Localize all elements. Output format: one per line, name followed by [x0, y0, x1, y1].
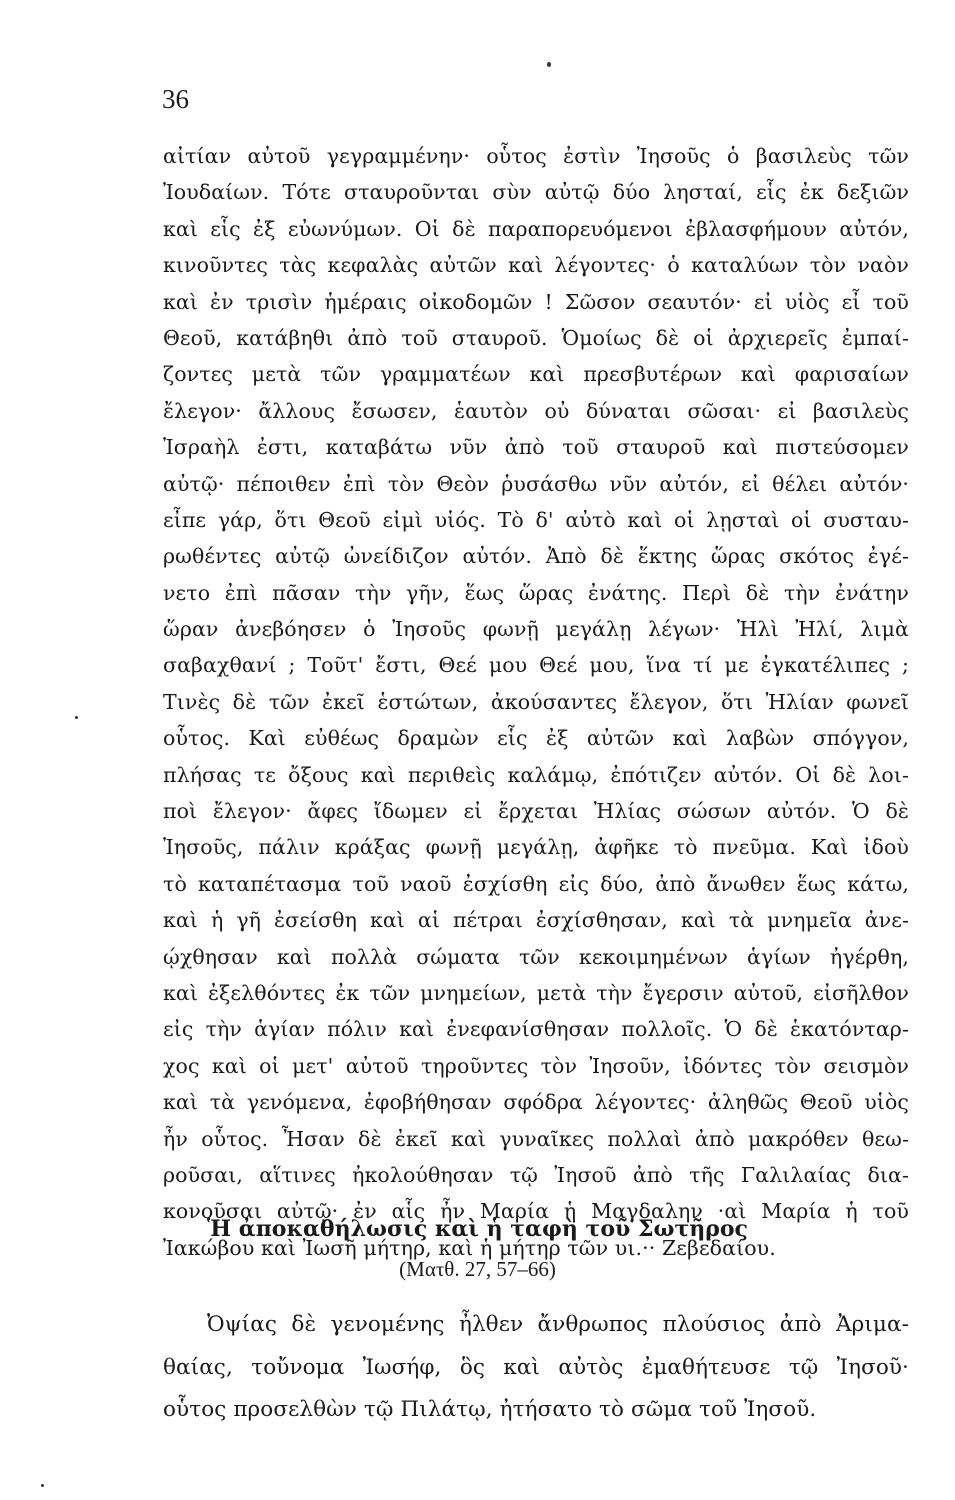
text-line: Τινὲς δὲ τῶν ἐκεῖ ἑστώτων, ἀκούσαντες ἔλεγον, ὅτι Ἠλίαν φωνεῖ	[163, 689, 909, 714]
ink-speck	[41, 1484, 44, 1487]
text-line: Ἰσραὴλ ἐστι, καταβάτω νῦν ἀπὸ τοῦ σταυροῦ καὶ πιστεύσομεν	[163, 435, 909, 460]
text-line: οὗτος προσελθὼν τῷ Πιλάτῳ, ἠτήσατο τὸ σῶμα τοῦ Ἰησοῦ.	[163, 1397, 817, 1422]
text-line: οὗτος. Καὶ εὐθέως δραμὼν εἷς ἐξ αὐτῶν καὶ λαβὼν σπόγγον,	[163, 726, 909, 751]
ink-speck	[547, 62, 551, 67]
text-line: ζοντες μετὰ τῶν γραμματέων καὶ πρεσβυτέρων καὶ φαρισαίων	[163, 362, 909, 387]
closing-paragraph	[163, 1304, 909, 1432]
text-line: εἶπε γάρ, ὅτι Θεοῦ εἰμὶ υἱός. Τὸ δ' αὐτὸ καὶ οἱ λῃσταὶ οἱ συσταυ-	[163, 507, 909, 532]
page-number: 36	[162, 84, 189, 114]
text-line: Ἰουδαίων. Τότε σταυροῦνται σὺν αὐτῷ δύο λησταί, εἷς ἐκ δεξιῶν	[163, 180, 909, 205]
text-line: Ἰακώβου καὶ Ἰωσῆ μήτηρ, καὶ ἡ μήτηρ τῶν υι.·· Ζεβεδαίου.	[163, 1235, 776, 1260]
ink-speck	[75, 716, 78, 719]
text-line: ἦν οὗτος. Ἦσαν δὲ ἐκεῖ καὶ γυναῖκες πολλαὶ ἀπὸ μακρόθεν θεω-	[163, 1126, 909, 1151]
text-line: κινοῦντες τὰς κεφαλὰς αὐτῶν καὶ λέγοντες· ὁ καταλύων τὸν ναὸν	[163, 253, 909, 278]
text-line: ροῦσαι, αἵτινες ἠκολούθησαν τῷ Ἰησοῦ ἀπὸ τῆς Γαλιλαίας δια-	[163, 1162, 909, 1187]
text-line: σαβαχθανί ; Τοῦτ' ἔστι, Θεέ μου Θεέ μου, ἵνα τί με ἐγκατέλιπες ;	[163, 653, 909, 678]
section-title: Ἡ ἀποκαθήλωσις καὶ ἡ ταφὴ τοῦ Σωτῆρος	[207, 1216, 748, 1242]
text-line: καὶ εἷς ἐξ εὐωνύμων. Οἱ δὲ παραπορευόμενοι ἐβλασφήμουν αὐτόν,	[163, 216, 909, 241]
text-line: αἰτίαν αὐτοῦ γεγραμμένην· οὗτος ἐστὶν Ἰησοῦς ὁ βασιλεὺς τῶν	[163, 144, 909, 168]
text-line: χος καὶ οἱ μετ' αὐτοῦ τηροῦντες τὸν Ἰησοῦν, ἰδόντες τὸν σεισμὸν	[163, 1053, 909, 1078]
text-line: Ἰησοῦς, πάλιν κράξας φωνῇ μεγάλῃ, ἀφῆκε τὸ πνεῦμα. Καὶ ἰδοὺ	[163, 835, 909, 860]
text-line: πλήσας τε ὄξους καὶ περιθεὶς καλάμῳ, ἐπότιζεν αὐτόν. Οἱ δὲ λοι-	[163, 762, 909, 787]
text-line: ῴχθησαν καὶ πολλὰ σώματα τῶν κεκοιμημένων ἁγίων ἠγέρθη,	[163, 944, 909, 969]
text-line: ἔλεγον· ἄλλους ἔσωσεν, ἑαυτὸν οὐ δύναται σῶσαι· εἰ βασιλεὺς	[163, 398, 909, 423]
text-line: ὥραν ἀνεβόησεν ὁ Ἰησοῦς φωνῇ μεγάλῃ λέγων· Ἠλὶ Ἠλί, λιμὰ	[163, 617, 909, 642]
text-line: καὶ ἡ γῆ ἐσείσθη καὶ αἱ πέτραι ἐσχίσθησαν, καὶ τὰ μνημεῖα ἀνε-	[163, 908, 909, 933]
text-line: καὶ ἐξελθόντες ἐκ τῶν μνημείων, μετὰ τὴν ἔγερσιν αὐτοῦ, εἰσῆλθον	[163, 980, 909, 1005]
body-text	[163, 138, 909, 1266]
text-line: καὶ ἐν τρισὶν ἡμέραις οἰκοδομῶν ! Σῶσον σεαυτόν· εἰ υἱὸς εἶ τοῦ	[163, 289, 909, 314]
text-line: τὸ καταπέτασμα τοῦ ναοῦ ἐσχίσθη εἰς δύο, ἀπὸ ἄνωθεν ἕως κάτω,	[163, 871, 909, 896]
section-reference: (Ματθ. 27, 57–66)	[399, 1257, 556, 1281]
text-line: αὐτῷ· πέποιθεν ἐπὶ τὸν Θεὸν ῥυσάσθω νῦν αὐτόν, εἰ θέλει αὐτόν·	[163, 471, 909, 496]
text-line: Ὀψίας δὲ γενομένης ἦλθεν ἄνθρωπος πλούσιος ἀπὸ Ἀριμα-	[207, 1312, 909, 1337]
text-line: εἰς τὴν ἁγίαν πόλιν καὶ ἐνεφανίσθησαν πολλοῖς. Ὁ δὲ ἑκατόνταρ-	[163, 1017, 909, 1042]
text-line: θαίας, τοὔνομα Ἰωσήφ, ὃς καὶ αὐτὸς ἐμαθήτευσε τῷ Ἰησοῦ·	[163, 1354, 909, 1380]
text-line: Θεοῦ, κατάβηθι ἀπὸ τοῦ σταυροῦ. Ὁμοίως δὲ οἱ ἀρχιερεῖς ἐμπαί-	[163, 325, 909, 350]
text-line: κονοῦσαι αὐτῷ· ἐν αἷς ἦν Μαρία ἡ Μαγδαλην ·αὶ Μαρία ἡ τοῦ	[163, 1199, 909, 1224]
text-line: καὶ τὰ γενόμενα, ἐφοβήθησαν σφόδρα λέγοντες· ἀληθῶς Θεοῦ υἱὸς	[163, 1090, 909, 1115]
text-line: ρωθέντες αὐτῷ ὠνείδιζον αὐτόν. Ἀπὸ δὲ ἕκτης ὥρας σκότος ἐγέ-	[163, 544, 909, 569]
text-line: ποὶ ἔλεγον· ἄφες ἴδωμεν εἰ ἔρχεται Ἠλίας σώσων αὐτόν. Ὁ δὲ	[163, 799, 909, 824]
text-line: νετο ἐπὶ πᾶσαν τὴν γῆν, ἕως ὥρας ἐνάτης. Περὶ δὲ τὴν ἐνάτην	[163, 580, 909, 605]
